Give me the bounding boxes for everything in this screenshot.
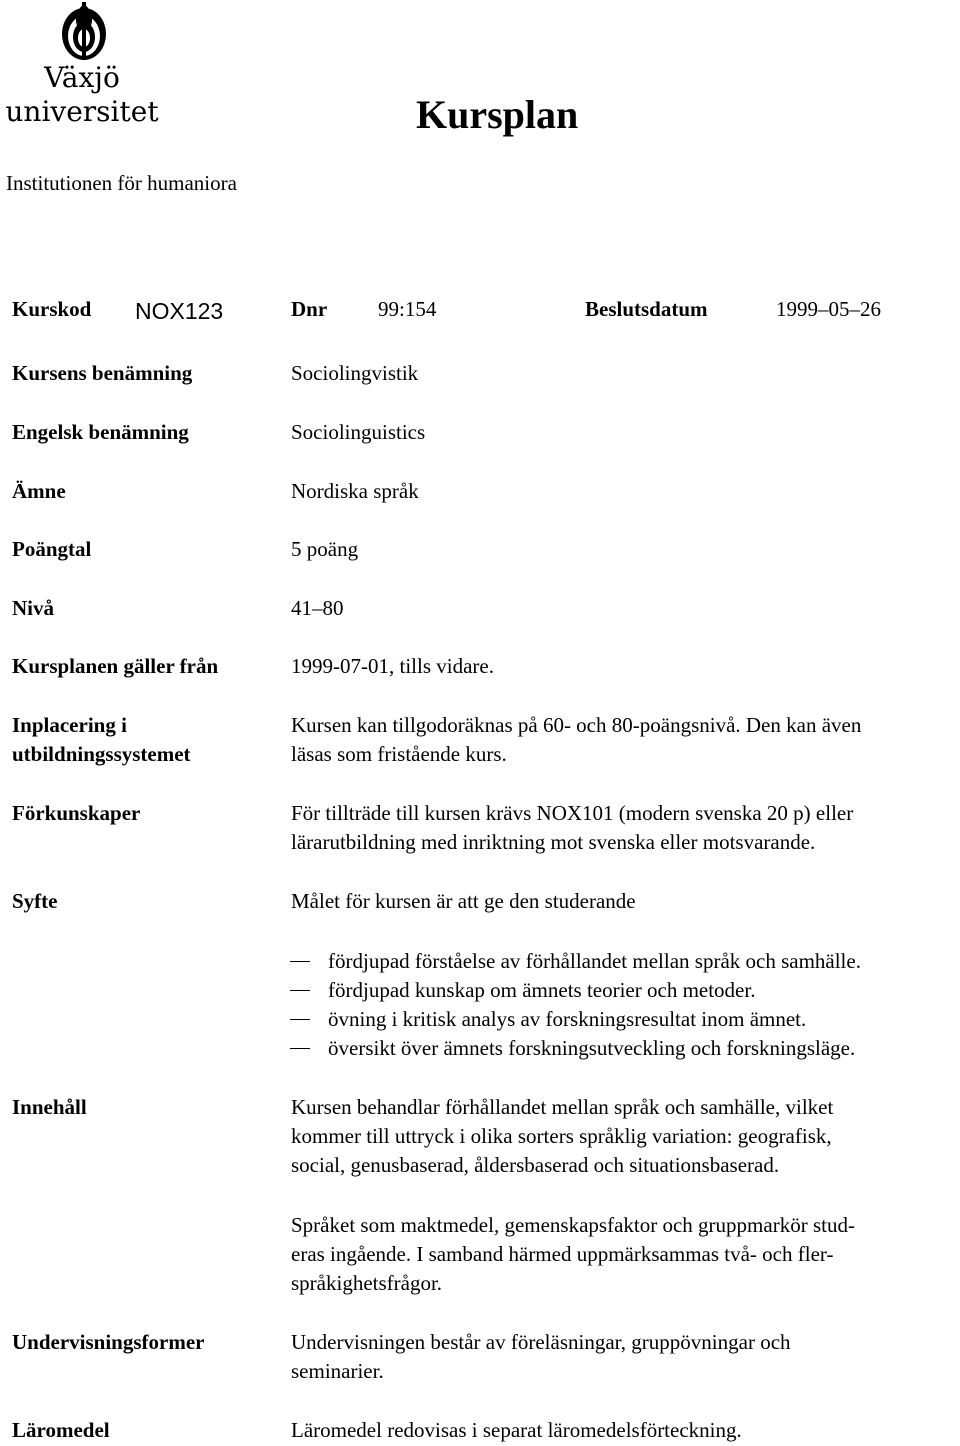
niva-value: 41–80 <box>291 596 344 620</box>
beslutsdatum-value: 1999–05–26 <box>776 297 881 321</box>
logo-text-line1: Växjö <box>44 61 120 94</box>
bullet-dash-icon <box>290 1019 310 1020</box>
beslutsdatum-label: Beslutsdatum <box>585 297 708 321</box>
amne-label: Ämne <box>12 479 66 503</box>
innehall-para1-line3: social, genusbaserad, åldersbaserad och situationsbaserad. <box>291 1153 780 1177</box>
inplacering-value-line2: läsas som fristående kurs. <box>291 742 507 766</box>
kursens-benamning-label: Kursens benämning <box>12 361 193 385</box>
kurskod-value: NOX123 <box>135 298 224 324</box>
laromedel-value: Läromedel redovisas i separat läromedelsförteckning. <box>291 1418 742 1442</box>
undervisningsformer-value-line2: seminarier. <box>291 1359 384 1383</box>
inplacering-label-line2: utbildningssystemet <box>12 742 191 766</box>
innehall-para2-line1: Språket som maktmedel, gemenskapsfaktor och gruppmarkör stud- <box>291 1213 855 1237</box>
syfte-label: Syfte <box>12 889 58 913</box>
institution-name: Institutionen för humaniora <box>6 171 237 195</box>
bullet-dash-icon <box>290 961 310 962</box>
poangtal-value: 5 poäng <box>291 537 359 561</box>
galler-fran-label: Kursplanen gäller från <box>12 654 219 678</box>
university-logo <box>4 0 160 135</box>
innehall-para2-line3: språkighetsfrågor. <box>291 1271 443 1295</box>
syfte-bullet-2: fördjupad kunskap om ämnets teorier och metoder. <box>328 978 756 1002</box>
dnr-label: Dnr <box>291 297 328 321</box>
poangtal-label: Poängtal <box>12 537 92 561</box>
university-emblem-icon <box>48 0 120 62</box>
innehall-para2-line2: eras ingående. I samband härmed uppmärksammas två- och fler- <box>291 1242 834 1266</box>
syfte-bullet-1: fördjupad förståelse av förhållandet mellan språk och samhälle. <box>328 949 861 973</box>
undervisningsformer-label: Undervisningsformer <box>12 1330 205 1354</box>
innehall-label: Innehåll <box>12 1095 87 1119</box>
dnr-value: 99:154 <box>378 297 437 321</box>
kurskod-label: Kurskod <box>12 297 92 321</box>
syfte-intro: Målet för kursen är att ge den studerande <box>291 889 636 913</box>
forkunskaper-value-line2: lärarutbildning med inriktning mot svenska eller motsvarande. <box>291 830 816 854</box>
forkunskaper-label: Förkunskaper <box>12 801 141 825</box>
forkunskaper-value-line1: För tillträde till kursen krävs NOX101 (modern svenska 20 p) eller <box>291 801 854 825</box>
inplacering-value-line1: Kursen kan tillgodoräknas på 60- och 80-poängsnivå. Den kan även <box>291 713 862 737</box>
kursens-benamning-value: Sociolingvistik <box>291 361 419 385</box>
galler-fran-value: 1999-07-01, tills vidare. <box>291 654 494 678</box>
bullet-dash-icon <box>290 1048 310 1049</box>
inplacering-label-line1: Inplacering i <box>12 713 127 737</box>
bullet-dash-icon <box>290 990 310 991</box>
innehall-para1-line2: kommer till uttryck i olika sorters språklig variation: geografisk, <box>291 1124 832 1148</box>
laromedel-label: Läromedel <box>12 1418 110 1442</box>
niva-label: Nivå <box>12 596 54 620</box>
innehall-para1-line1: Kursen behandlar förhållandet mellan språk och samhälle, vilket <box>291 1095 834 1119</box>
undervisningsformer-value-line1: Undervisningen består av föreläsningar, gruppövningar och <box>291 1330 791 1354</box>
logo-text-line2: universitet <box>5 95 159 128</box>
engelsk-benamning-value: Sociolinguistics <box>291 420 426 444</box>
syfte-bullet-4: översikt över ämnets forskningsutveckling och forskningsläge. <box>328 1036 856 1060</box>
engelsk-benamning-label: Engelsk benämning <box>12 420 189 444</box>
syfte-bullet-3: övning i kritisk analys av forskningsresultat inom ämnet. <box>328 1007 807 1031</box>
page-title: Kursplan <box>416 92 579 137</box>
amne-value: Nordiska språk <box>291 479 419 503</box>
